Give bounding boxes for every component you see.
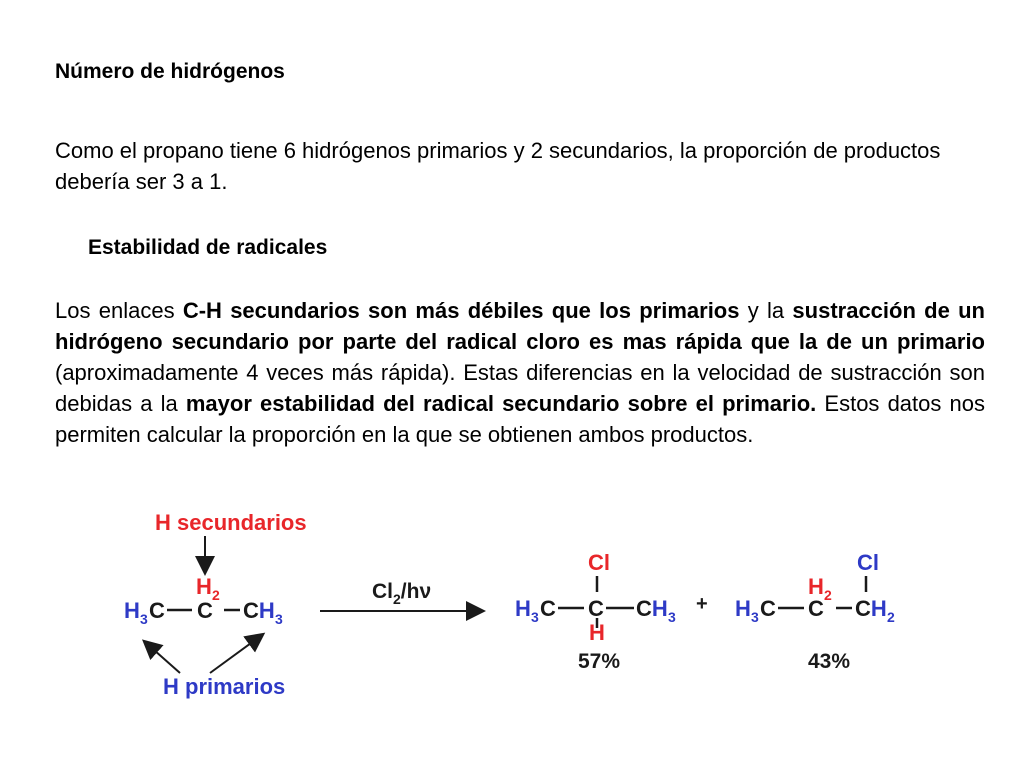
reactant-right-ch: CH	[243, 598, 275, 623]
product1-left-h: H	[515, 596, 531, 621]
product2-left-h: H	[735, 596, 751, 621]
para2-bold-2: sustracción de un hidrógeno secundario por parte del radical cloro es mas rápida que la de un primario	[55, 298, 985, 354]
para2-text-2: y la	[739, 298, 793, 323]
para2-text-3: (aproximadamente 4 veces más rápida). Estas diferencias en la velocidad de sustracción son debidas a la	[55, 360, 985, 416]
product2-left-c: C	[760, 596, 776, 621]
product2-top-h: H	[808, 574, 824, 599]
arrow-primarios-left	[145, 642, 180, 673]
para2-text-1: Los enlaces	[55, 298, 183, 323]
reactant-left-h: H	[124, 598, 140, 623]
para2-bold-1: C-H secundarios son más débiles que los primarios	[182, 298, 740, 323]
plus-sign: +	[696, 593, 708, 615]
product1-bottom-h: H	[589, 620, 605, 645]
product2-percent: 43%	[808, 650, 851, 673]
product2-top-cl: Cl	[857, 550, 879, 575]
para2-text-4: Estos datos nos permiten calcular la proporción en la que se obtienen ambos productos.	[55, 391, 985, 447]
product1-left-c: C	[540, 596, 556, 621]
reactant-top-h: H	[196, 574, 212, 599]
product1-top-cl: Cl	[588, 550, 610, 575]
product2-top-sub: 2	[824, 587, 832, 603]
reactant-left-sub: 3	[140, 611, 148, 627]
reactant-left-c: C	[149, 598, 165, 623]
label-h-secundarios: H secundarios	[155, 510, 307, 535]
product2-left-sub: 3	[751, 609, 759, 625]
paragraph-proporcion: Como el propano tiene 6 hidrógenos primarios y 2 secundarios, la proporción de productos debería ser 3 a 1.	[55, 138, 941, 194]
product2-center-c: C	[808, 596, 824, 621]
reactant-right-sub: 3	[275, 611, 283, 627]
product1-right-ch: CH	[636, 596, 668, 621]
reagent-cl2-hv: $Cl_2/h\nu$	[372, 580, 432, 607]
para2-bold-3: mayor estabilidad del radical secundario sobre el primario.	[185, 391, 817, 416]
reactant-top-sub: 2	[212, 587, 220, 603]
label-h-primarios: H primarios	[163, 674, 286, 699]
heading-numero-hidrogenos: Número de hidrógenos	[55, 60, 285, 83]
heading-estabilidad-radicales: Estabilidad de radicales	[88, 236, 328, 259]
arrow-primarios-right	[210, 635, 262, 673]
reaction-scheme	[0, 490, 1024, 710]
paragraph-enlaces	[55, 295, 985, 450]
reactant-center-c: C	[197, 598, 213, 623]
product2-right-ch: CH	[855, 596, 887, 621]
product1-right-sub: 3	[668, 609, 676, 625]
product1-percent: 57%	[578, 650, 621, 673]
product1-left-sub: 3	[531, 609, 539, 625]
product1-center-c: C	[588, 596, 604, 621]
product2-right-sub: 2	[887, 609, 895, 625]
